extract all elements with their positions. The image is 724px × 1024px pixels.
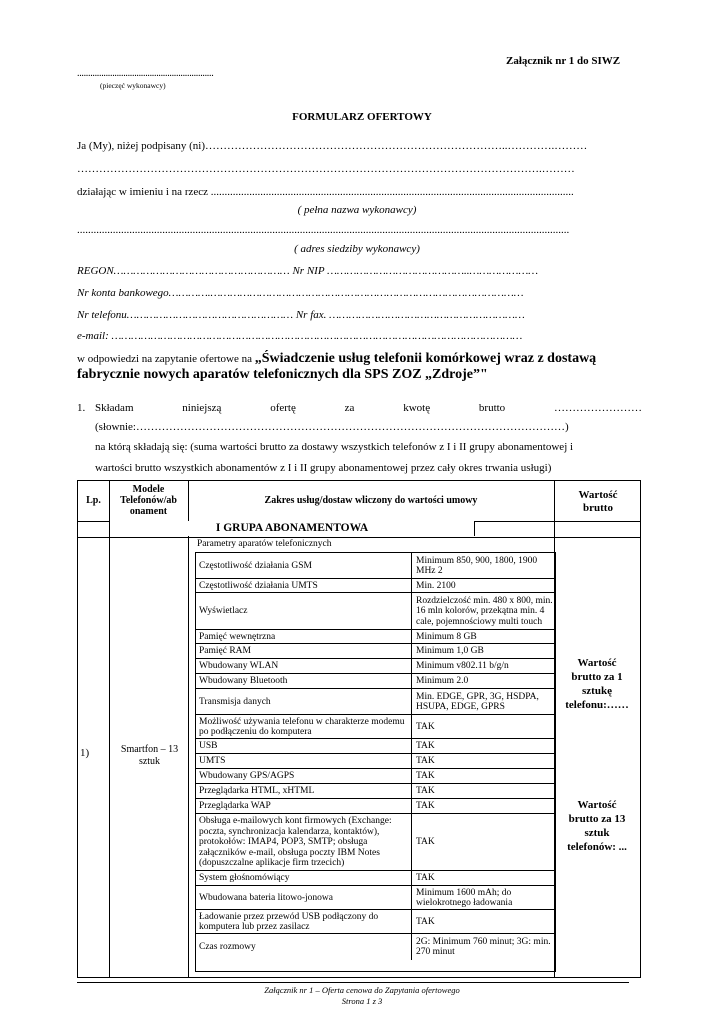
bank-account-line: Nr konta bankowego………….…………………………………………………………………………………… [77, 287, 524, 299]
param-row [196, 754, 555, 769]
param-name [199, 739, 407, 754]
row-number: 1) [80, 747, 90, 759]
param-value [416, 579, 554, 593]
params-title: Parametry aparatów telefonicznych [197, 539, 332, 549]
param-row [196, 784, 555, 799]
param-name [199, 814, 407, 871]
param-value [416, 644, 554, 659]
param-name-line: Przeglądarka HTML, xHTML [199, 786, 315, 797]
param-value [416, 910, 554, 934]
param-value-line: HSUPA, EDGE, GPRS [416, 702, 505, 712]
param-value-line: TAK [416, 801, 435, 812]
param-value-line: TAK [416, 721, 435, 732]
param-value-line: 270 minut [416, 947, 455, 957]
param-value-line: Minimum 1600 mAh; do [416, 887, 512, 898]
intro-title-part1: „Świadczenie usług telefonii komórkowej wraz z dostawą [254, 351, 597, 366]
header-value-line: Wartość [578, 489, 618, 501]
param-value-line: cale, pojemnościowy multi touch [416, 616, 543, 627]
param-row [196, 886, 555, 910]
param-value-line: wielokrotnego ładowania [416, 898, 513, 908]
param-name [199, 799, 407, 814]
param-value-line: TAK [416, 741, 435, 752]
param-value-line: TAK [416, 771, 435, 782]
signer-line-continued: ……………………………………………………………………………………………………………….……… [77, 163, 575, 175]
param-name-line: UMTS [199, 756, 226, 767]
value-total-line: sztuk [584, 827, 610, 839]
param-value-line: Rozdzielczość min. 480 x 800, min. [416, 595, 553, 606]
param-name-line: (dopuszczalne aplikacje firm trzecich) [199, 858, 345, 869]
header-value [554, 489, 642, 515]
param-value-line: Min. 2100 [416, 580, 456, 591]
param-row [196, 739, 555, 754]
row-model-line: Smartfon – 13 [120, 744, 179, 755]
offer-word: kwotę [403, 402, 431, 414]
param-name-line: Pamięć RAM [199, 646, 251, 657]
param-name-line: Wbudowany GPS/AGPS [199, 771, 295, 782]
parameters-table [195, 552, 556, 972]
param-row [196, 910, 555, 934]
param-name-line: Wbudowana bateria litowo-jonowa [199, 892, 334, 903]
attachment-label: Załącznik nr 1 do SIWZ [506, 55, 621, 67]
value-per-unit [556, 656, 638, 712]
param-name-line: Przeglądarka WAP [199, 801, 271, 812]
email-line: e-mail: ……………………………………………………………………………………………………………… [77, 330, 523, 342]
header-models-line: Modele [132, 484, 165, 495]
param-value-line: TAK [416, 837, 435, 848]
offer-word: niniejszą [182, 402, 222, 414]
param-row [196, 814, 555, 871]
header-value-line: brutto [583, 502, 613, 514]
offer-word: brutto [478, 402, 506, 414]
param-name [199, 910, 407, 934]
offer-amount-blank: …………………… [553, 402, 642, 414]
param-row [196, 674, 555, 689]
param-name-line: Wbudowany Bluetooth [199, 676, 288, 687]
regon-nip-line: REGON……………………………………………… Nr NIP ……………………………………..………………… [77, 265, 539, 277]
param-value [416, 886, 554, 910]
value-per-unit-line: sztukę [582, 685, 612, 697]
param-value [416, 739, 554, 754]
offer-composition-line1: na którą składają się: (suma wartości brutto za dostawy wszystkich telefonów z I i II grupy abonamentowej i [95, 441, 574, 453]
param-row [196, 799, 555, 814]
param-value [416, 769, 554, 784]
value-per-unit-line: brutto za 1 [571, 671, 623, 683]
param-name-line: Możliwość używania telefonu w charakterze modemu [199, 716, 405, 727]
param-name-line: poczta, synchronizacja kalendarza, kontaktów), [199, 826, 380, 837]
param-row [196, 871, 555, 886]
param-name-line: Częstotliwość działania GSM [199, 560, 312, 571]
intro-text [77, 349, 596, 367]
param-name [199, 644, 407, 659]
param-value-line: TAK [416, 873, 435, 884]
param-row [196, 630, 555, 644]
header-models-line: Telefonów/ab [120, 495, 177, 506]
header-models [109, 484, 188, 517]
param-name [199, 871, 407, 886]
param-value [416, 934, 554, 960]
param-value [416, 715, 554, 739]
param-value-line: MHz 2 [416, 566, 443, 576]
param-name-line: Wyświetlacz [199, 606, 248, 617]
value-total-line: Wartość [577, 799, 617, 811]
offer-composition-line2: wartości brutto wszystkich abonamentów z I i II grupy abonamentowej przez cały okres trwania usługi) [95, 462, 552, 474]
param-name-line: Wbudowany WLAN [199, 661, 279, 672]
param-name [199, 769, 407, 784]
param-value [416, 871, 554, 886]
param-name [199, 689, 407, 715]
page-title: FORMULARZ OFERTOWY [292, 111, 432, 123]
row-model [111, 744, 188, 768]
value-per-unit-line: telefonu:…… [565, 699, 629, 711]
param-value [416, 799, 554, 814]
param-row [196, 769, 555, 784]
param-name-line: komputera lub przez zasilacz [199, 922, 310, 932]
param-value-line: TAK [416, 786, 435, 797]
stamp-label: (pieczęć wykonawcy) [100, 81, 166, 90]
param-row [196, 579, 555, 593]
address-line: ................................................................................................................................................................................... [77, 224, 570, 236]
param-row [196, 644, 555, 659]
param-value [416, 784, 554, 799]
param-value-line: Minimum 850, 900, 1800, 1900 [416, 555, 538, 566]
param-value-line: Minimum v802.11 b/g/n [416, 661, 509, 672]
param-name-line: Transmisja danych [199, 696, 271, 707]
param-row [196, 593, 555, 630]
param-value [416, 553, 554, 579]
param-value [416, 593, 554, 630]
param-name [199, 674, 407, 689]
param-name-line: Częstotliwość działania UMTS [199, 580, 318, 591]
value-total-line: telefonów: ... [567, 841, 627, 853]
param-value-line: Minimum 1,0 GB [416, 646, 484, 657]
value-total [556, 798, 638, 854]
on-behalf-line: działając w imieniu i na rzecz .................................................................................................................................... [77, 186, 574, 198]
value-per-unit-line: Wartość [577, 657, 617, 669]
param-value [416, 630, 554, 644]
param-name-line: po podłączeniu do komputera [199, 727, 312, 737]
stamp-dots: .............................................................. [77, 68, 214, 79]
header-lp: Lp. [86, 495, 101, 506]
offer-word: za [344, 402, 355, 414]
signer-line: Ja (My), niżej podpisany (ni)………………………………………………………………………..………….……… [77, 140, 588, 152]
param-row [196, 715, 555, 739]
param-name [199, 659, 407, 674]
param-row [196, 689, 555, 715]
param-name [199, 630, 407, 644]
param-name-line: USB [199, 741, 218, 752]
param-row [196, 659, 555, 674]
param-name-line: załączników e-mail, obsługa poczty IBM Notes [199, 847, 380, 858]
param-name [199, 754, 407, 769]
param-name-line: Pamięć wewnętrzna [199, 631, 276, 642]
header-scope: Zakres usług/dostaw wliczony do wartości umowy [264, 495, 478, 506]
offer-number: 1. [77, 402, 86, 414]
header-models-line: onament [129, 506, 168, 517]
param-name-line: System głośnomówiący [199, 873, 290, 884]
value-total-line: brutto za 13 [568, 813, 626, 825]
param-value [416, 674, 554, 689]
param-value [416, 659, 554, 674]
param-value-line: 2G: Minimum 760 minut; 3G: min. [416, 936, 551, 947]
param-name [199, 579, 407, 593]
intro-title-part2: fabrycznie nowych aparatów telefonicznych dla SPS ZOZ „Zdroje”" [77, 367, 488, 382]
offer-word: Składam [95, 402, 134, 414]
param-value-line: TAK [416, 916, 435, 927]
param-value-line: Minimum 2.0 [416, 676, 469, 687]
param-name [199, 934, 407, 960]
intro-prefix: w odpowiedzi na zapytanie ofertowe na [77, 353, 255, 365]
offer-statement [95, 402, 642, 414]
param-name [199, 593, 407, 630]
offer-word: ofertę [270, 402, 296, 414]
param-name-line: Ładowanie przez przewód USB podłączony do [199, 911, 379, 922]
param-value-line: 16 mln kolorów, przekątna min. 4 [416, 606, 545, 617]
param-value [416, 754, 554, 769]
footer-page: Strona 1 z 3 [341, 996, 383, 1006]
param-value [416, 814, 554, 871]
offer-in-words: (słownie:………………………………………………………………………………………………………) [95, 421, 569, 433]
phone-fax-line: Nr telefonu…………………………………………… Nr fax. …………………………………………………… [77, 309, 525, 321]
footer-title: Załącznik nr 1 – Oferta cenowa do Zapytania ofertowego [264, 985, 460, 995]
param-value-line: TAK [416, 756, 435, 767]
param-name-line: protokołów: IMAP4, POP3, SMTP; obsługa [199, 837, 368, 848]
param-name-line: Czas rozmowy [199, 941, 256, 952]
param-row [196, 934, 555, 960]
param-row [196, 553, 555, 579]
param-value-line: Minimum 8 GB [416, 631, 477, 642]
company-address-caption: ( adres siedziby wykonawcy) [294, 243, 420, 255]
param-name [199, 553, 407, 579]
param-name [199, 784, 407, 799]
group-heading: I GRUPA ABONAMENTOWA [109, 521, 475, 536]
param-name-line: Obsługa e-mailowych kont firmowych (Exchange: [199, 816, 392, 827]
param-value-line: Min. EDGE, GPR, 3G, HSDPA, [416, 691, 539, 702]
param-name [199, 715, 407, 739]
row-model-line: sztuk [138, 756, 161, 767]
param-name [199, 886, 407, 910]
param-value [416, 689, 554, 715]
company-name-caption: ( pełna nazwa wykonawcy) [297, 204, 417, 216]
